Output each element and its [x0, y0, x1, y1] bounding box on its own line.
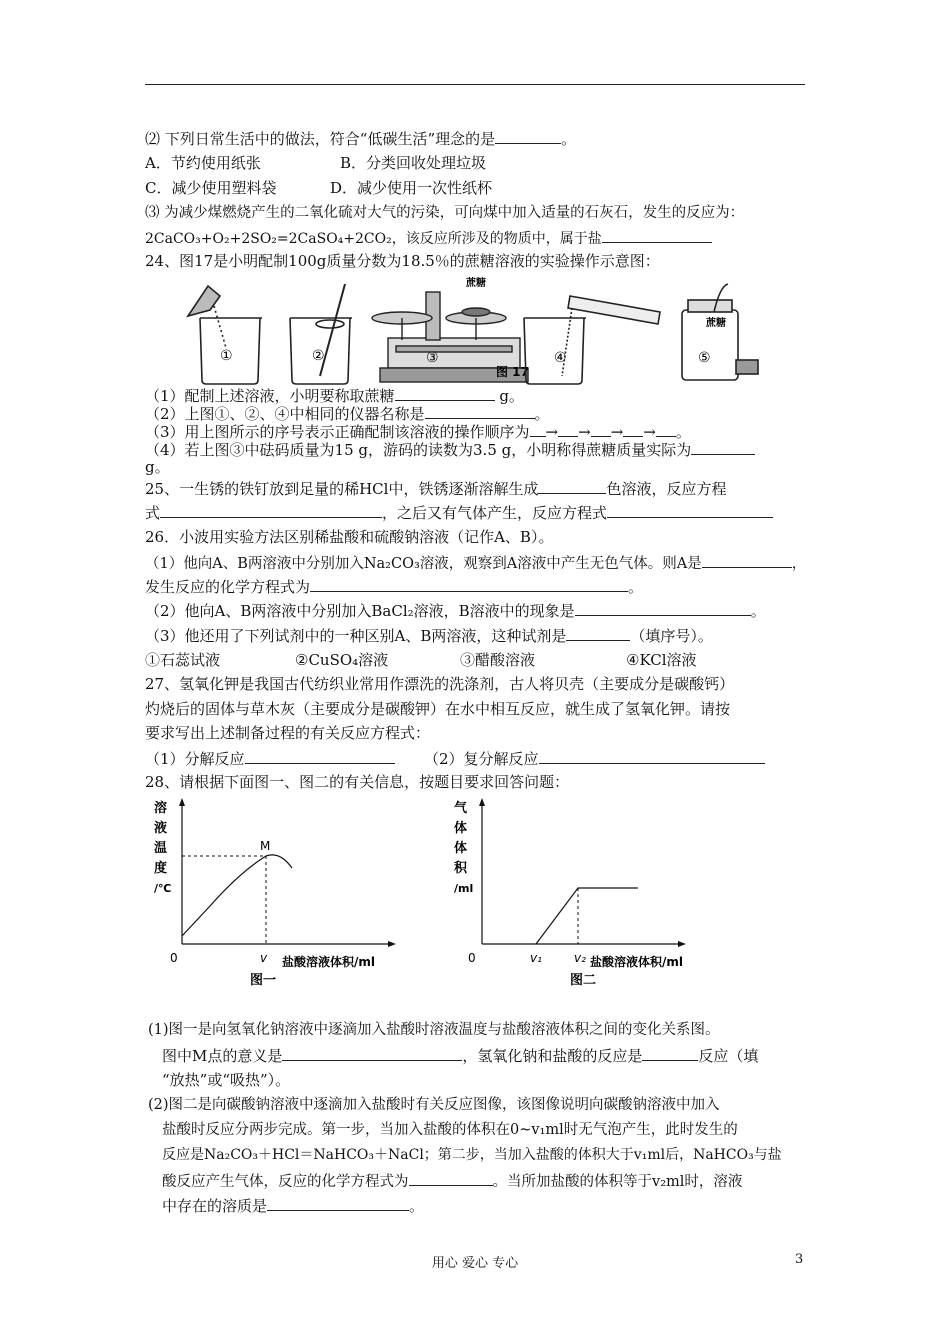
chart-1-ylabel-char: 度: [154, 861, 168, 876]
q28-sub2-line4: [162, 1170, 742, 1192]
q23-sub2: [145, 128, 576, 149]
answer-blank[interactable]: [656, 421, 676, 437]
chart-2-ylabel-char: /ml: [454, 882, 474, 895]
q24-sub3-end: 。: [675, 423, 691, 441]
answer-blank[interactable]: [558, 421, 578, 437]
q24-sub2-text: （2）上图①、②、④中相同的仪器名称是: [145, 405, 425, 423]
q25-line2a: 式: [145, 504, 161, 522]
q24-sub3: （3）用上图所示的序号表示正确配制该溶液的操作顺序为 → → → → 。: [145, 423, 691, 441]
answer-blank[interactable]: [282, 1045, 462, 1061]
chart-1-xlabel: 盐酸溶液体积/ml: [282, 955, 376, 969]
q23-option-c: C．减少使用塑料袋: [145, 179, 277, 197]
chart-2-ylabel-char: 体: [454, 821, 468, 836]
q24-sub4: [145, 439, 755, 460]
q24-sub4-unit: g。: [145, 458, 170, 476]
q27-line3: 要求写出上述制备过程的有关反应方程式：: [145, 724, 431, 742]
q23-sub2-end: 。: [561, 130, 577, 148]
chart-1-x-arrow: [388, 941, 396, 947]
q26-option-1: ①石蕊试液: [145, 651, 221, 669]
reagent-jar-icon: [682, 284, 758, 380]
beaker-stirring-icon: [290, 284, 352, 384]
answer-blank[interactable]: [691, 439, 755, 455]
q24-stem: 24、图17是小明配制100g质量分数为18.5％的蔗糖溶液的实验操作示意图：: [145, 252, 660, 270]
q26-sub3: [145, 625, 713, 646]
answer-blank[interactable]: [267, 1195, 409, 1211]
chart-1-ylabel-char: 液: [154, 821, 168, 836]
step-1-label: ①: [220, 348, 233, 364]
chart-2-y-arrow: [479, 798, 485, 806]
q27-sub1-text: （1）分解反应: [145, 750, 245, 768]
chart-2-line: [536, 888, 638, 944]
q24-sub3-text: （3）用上图所示的序号表示正确配制该溶液的操作顺序为: [145, 423, 530, 441]
q26-sub1-text: （1）他向A、B两溶液中分别加入Na₂CO₃溶液，观察到A溶液中产生无色气体。则A是: [145, 556, 702, 572]
chart-2-tick-v2: v₂: [574, 951, 586, 965]
q26-sub1b-end: 。: [628, 578, 644, 596]
q28-sub1-line2: [162, 1045, 758, 1066]
q28-sub2-line5: [162, 1195, 424, 1216]
chart-1: [150, 796, 400, 986]
q28-stem: 28、请根据下面图一、图二的有关信息，按题目要求回答问题：: [145, 773, 570, 791]
sugar-label: 蔗糖: [466, 278, 486, 289]
q26-option-2: ②CuSO₄溶液: [295, 651, 389, 669]
q26-sub1b-text: 发生反应的化学方程式为: [145, 578, 311, 596]
q23-eq-text: 2CaCO₃+O₂+2SO₂=2CaSO₄+2CO₂，该反应所涉及的物质中，属于盐: [145, 231, 602, 247]
q26-option-4: ④KCl溶液: [626, 651, 697, 669]
page-number: 3: [795, 1252, 804, 1267]
figure-17-label: 图 17: [496, 365, 529, 379]
q28-sub2-line2: 盐酸时反应分两步完成。第一步，当加入盐酸的体积在0~v₁ml时无气泡产生，此时发生的: [162, 1122, 738, 1138]
chart-1-ylabel-char: 溶: [154, 801, 168, 816]
q24-sub2-end: 。: [534, 405, 550, 423]
q27-sub1: [145, 748, 395, 769]
answer-blank[interactable]: [566, 625, 630, 641]
q26-sub1-end: ，: [791, 556, 807, 572]
q28-sub2-l4b: 。当所加盐酸的体积等于v₂ml时，溶液: [492, 1174, 743, 1190]
step-2-label: ②: [312, 348, 325, 364]
q25-line1b: 色溶液，反应方程: [606, 480, 727, 498]
graduated-cylinder-icon: [524, 296, 660, 384]
answer-blank[interactable]: [310, 576, 628, 592]
q25-line1: [145, 478, 726, 499]
q24-sub1-text: （1）配制上述溶液，小明要称取蔗糖: [145, 387, 395, 405]
chart-2: [448, 796, 698, 986]
q26-sub3-text: （3）他还用了下列试剂中的一种区别A、B两溶液，这种试剂是: [145, 627, 567, 645]
q28-sub1-l2a: 图中M点的意义是: [162, 1047, 283, 1065]
chart-1-ylabel-char: 温: [154, 841, 168, 856]
chart-2-ylabel-char: 积: [454, 861, 468, 876]
answer-blank[interactable]: [539, 748, 765, 764]
answer-blank[interactable]: [642, 1045, 698, 1061]
answer-blank[interactable]: [602, 227, 712, 243]
q28-sub2-line3: 反应是Na₂CO₃＋HCl＝NaHCO₃＋NaCl；第二步，当加入盐酸的体积大于v₁ml后，NaHCO₃与盐: [162, 1147, 782, 1163]
q27-line1: 27、氢氧化钾是我国古代纺织业常用作漂洗的洗涤剂，古人将贝壳（主要成分是碳酸钙）: [145, 675, 735, 693]
chart-1-ylabel: [154, 800, 171, 895]
q28-sub1-line3: “放热”或“吸热”）。: [162, 1071, 291, 1089]
q28-sub2-line1: (2)图二是向碳酸钠溶液中逐滴加入盐酸时有关反应图像，该图像说明向碳酸钠溶液中加入: [148, 1097, 720, 1113]
answer-blank[interactable]: [409, 1170, 493, 1186]
q23-sub2-text: ⑵ 下列日常生活中的做法，符合“低碳生活”理念的是: [145, 130, 496, 148]
q25-line2: [145, 502, 773, 523]
chart-2-ylabel-char: 气: [454, 801, 468, 816]
chart-1-tick-v: v: [260, 951, 268, 965]
answer-blank[interactable]: [623, 421, 643, 437]
answer-blank[interactable]: [591, 421, 611, 437]
chart-1-ylabel-char: /℃: [154, 882, 172, 895]
chart-1-caption: 图一: [250, 973, 277, 986]
q23-option-b: B．分类回收处理垃圾: [340, 154, 487, 172]
answer-blank[interactable]: [530, 421, 546, 437]
chart-2-tick-v1: v₁: [530, 951, 542, 965]
q28-sub2-l4a: 酸反应产生气体，反应的化学方程式为: [162, 1174, 409, 1190]
chart-1-y-arrow: [179, 798, 185, 806]
step-5-label: ⑤: [698, 350, 711, 366]
chart-2-caption: 图二: [570, 973, 597, 986]
q26-stem: 26．小波用实验方法区别稀盐酸和硫酸钠溶液（记作A、B）。: [145, 528, 554, 546]
q26-sub2: [145, 600, 766, 621]
answer-blank[interactable]: [607, 502, 773, 518]
q27-line2: 灼烧后的固体与草木灰（主要成分是碳酸钾）在水中相互反应，就生成了氢氧化钾。请按: [145, 700, 731, 718]
chart-2-x-arrow: [678, 941, 686, 947]
answer-blank[interactable]: [160, 502, 382, 518]
chart-2-ylabel: [454, 800, 473, 895]
step-4-label: ④: [554, 350, 567, 366]
chart-2-ylabel-char: 体: [454, 841, 468, 856]
q26-sub2-text: （2）他向A、B两溶液中分别加入BaCl₂溶液，B溶液中的现象是: [145, 602, 575, 620]
q28-sub1-line1: (1)图一是向氢氧化钠溶液中逐滴加入盐酸时溶液温度与盐酸溶液体积之间的变化关系图。: [148, 1022, 720, 1038]
header-rule: [145, 84, 805, 85]
q28-sub1-l2b: ，氢氧化钠和盐酸的反应是: [462, 1047, 643, 1065]
q23-sub3-eq: [145, 227, 712, 249]
q25-line1a: 25、一生锈的铁钉放到足量的稀HCl中，铁锈逐渐溶解生成: [145, 480, 539, 498]
q23-option-a: A．节约使用纸张: [145, 154, 261, 172]
answer-blank[interactable]: [575, 600, 751, 616]
point-m-label: M: [260, 839, 271, 853]
answer-blank[interactable]: [538, 478, 606, 494]
answer-blank[interactable]: [395, 385, 495, 401]
chart-2-xlabel: 盐酸溶液体积/ml: [590, 955, 684, 969]
q23-option-d: D．减少使用一次性纸杯: [330, 179, 493, 197]
q28-sub2-l5a: 中存在的溶质是: [162, 1197, 268, 1215]
q26-sub2-end: 。: [750, 602, 766, 620]
chart-1-origin: 0: [170, 951, 178, 965]
q24-sub4-text: （4）若上图③中砝码质量为15 g，游码的读数为3.5 g，小明称得蔗糖质量实际为: [145, 441, 692, 459]
q26-option-3: ③醋酸溶液: [460, 651, 536, 669]
q26-sub3-end: （填序号）。: [630, 627, 713, 645]
q26-sub1b: [145, 576, 643, 597]
q28-sub2-l5b: 。: [409, 1197, 425, 1215]
answer-blank[interactable]: [702, 552, 792, 568]
q24-figure: [180, 276, 780, 388]
q23-sub3: ⑶ 为减少煤燃烧产生的二氧化硫对大气的污染，可向煤中加入适量的石灰石，发生的反应为：: [145, 205, 745, 221]
q24-sub1-unit: g。: [499, 387, 524, 405]
chart-1-curve: [182, 855, 292, 936]
step-3-label: ③: [426, 350, 439, 366]
page-footer: 用心 爱心 专心: [431, 1256, 519, 1271]
q28-sub1-l2c: 反应（填: [698, 1047, 759, 1065]
beaker-icon: [188, 286, 262, 384]
q25-line2b: ，之后又有气体产生，反应方程式: [382, 504, 608, 522]
answer-blank[interactable]: [495, 128, 561, 144]
answer-blank[interactable]: [245, 748, 395, 764]
q26-sub1: [145, 552, 806, 574]
chart-2-origin: 0: [468, 951, 476, 965]
answer-blank[interactable]: [425, 403, 535, 419]
jar-sugar-label: 蔗糖: [706, 318, 726, 329]
q27-sub2-text: （2）复分解反应: [424, 750, 539, 768]
q27-sub2: [424, 748, 765, 769]
